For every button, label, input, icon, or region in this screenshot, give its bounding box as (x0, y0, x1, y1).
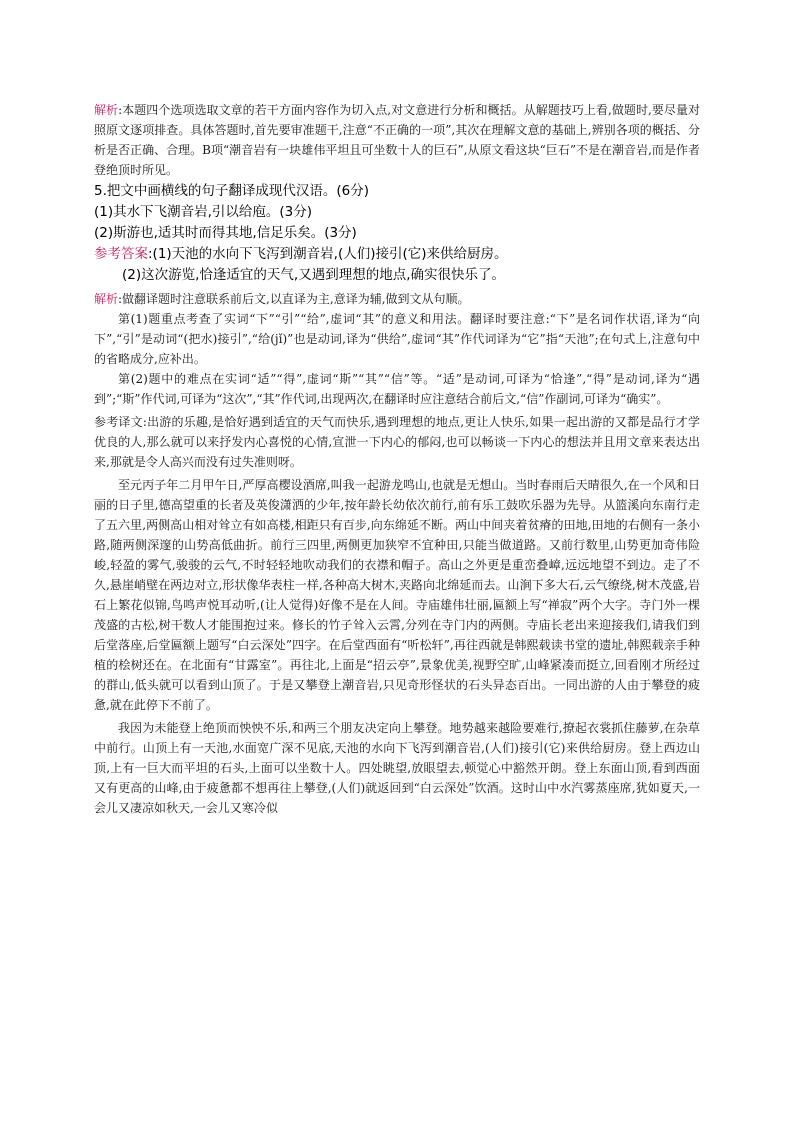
translation-paragraph-1: 至元丙子年二月甲午日,严厚高樱设酒席,叫我一起游龙鸣山,也就是无想山。当时春雨后天晴很久,在一个风和日丽的日子里,德高望重的长者及英俊潇洒的少年,按年龄长幼依次前行,前有乐工鼓吹乐器为先导。从篮溪向东南行走了五六里,两侧高山相对耸立有如高楼,相距只有百步,向东绵延不断。两山中间夹着贫瘠的田地,田地的右侧有一条小路,随两侧深邃的山势高低曲折。前行三四里,两侧更加狭窄不宜种田,只能当做道路。又前行数里,山势更加奇伟险峻,轻盈的雾气,骏骏的云气,不时轻轻地吹动我们的衣襟和帽子。高山之外更是重峦叠嶂,远远地望不到边。走了不久,悬崖峭壁在两边对立,形状像华表柱一样,各种高大树木,夹路向北绵延而去。山涧下多大石,云气缭绕,树木茂盛,岩石上繁花似锦,鸟鸣声悦耳动听,(让人觉得)好像不是在人间。寺庙雄伟壮丽,匾额上写“禅寂”两个大字。寺门外一棵茂盛的古松,树干数人才能围抱过来。修长的竹子耸入云霄,分列在寺门内的两侧。寺庙长老出来迎接我们,请我们到后堂落座,后堂匾额上题写“白云深处”四字。在后堂西面有“听松轩”,再往西就是韩熙载读书堂的遗址,韩熙载亲手种植的桧树还在。在北面有“甘露室”。再往北,上面是“招云亭”,景象优美,视野空旷,山峰紧凑而挺立,回看刚才所经过的群山,低头就可以看到山顶了。于是又攀登上潮音岩,只见奇形怪状的石头异态百出。一同出游的人由于攀登的疲惫,就在此停下不前了。 (94, 478, 700, 712)
explanation-paragraph-1 (94, 100, 700, 180)
explanation-paragraph-2 (94, 289, 700, 309)
explanation-intro: :做翻译题时注意联系前后文,以直译为主,意译为辅,做到文从句顺。 (118, 292, 470, 306)
question-5-item-2: (2)斯游也,适其时而得其地,信足乐矣。(3分) (94, 225, 357, 241)
translation-paragraph-2: 我因为未能登上绝顶而怏怏不乐,和两三个朋友决定向上攀登。地势越来越险要难行,撩起衣裳抓住藤萝,在杂草中前行。山顶上有一天池,水面宽广深不见底,天池的水向下飞泻到潮音岩,(人们)接引(它)来供给厨房。登上西边山顶,上有一巨大而平坦的石头,上面可以坐数十人。四处眺望,放眼望去,顿觉心中豁然开朗。登上东面山顶,看到西面又有更高的山峰,由于疲惫都不想再往上攀登,(人们)就返回到“白云深处”饮酒。这时山中水汽雾蒸座席,犹如夏天,一会儿又凄凉如秋天,一会儿又寒冷似 (94, 721, 700, 815)
answer-line-2: (2)这次游览,恰逢适宜的天气,又遇到理想的地点,确实很快乐了。 (122, 267, 505, 283)
colon: : (118, 103, 123, 117)
answer-line-1 (94, 244, 700, 265)
explanation-point-2: 第(2)题中的难点在实词“适”“得”,虚词“斯”“其”“信”等。“适”是动词,可译为“恰逢”,“得”是动词,译为“遇到”;“斯”作代词,可译为“这次”,“其”作代词,出现两次,在翻译时应注意结合前后文,“信”作副词,可译为“确实”。 (94, 372, 700, 406)
question-5-item-1: (1)其水下飞潮音岩,引以给庖。(3分) (94, 204, 313, 220)
question-5-title: 5.把文中画横线的句子翻译成现代汉语。(6分) (94, 183, 370, 199)
explanation-label-2: 解析 (94, 292, 119, 306)
translation-text-0: :出游的乐趣,是恰好遇到适宜的天气而快乐,遇到理想的地点,更让人快乐,如果一起出游的又都是品行才学优良的人,那么就可以来抒发内心喜悦的心情,宣泄一下内心的郁闷,也可以畅谈一下内心的想法并且用文章来表达出来,那就是令人高兴而没有过失准则呀。 (94, 415, 700, 469)
document-page (94, 100, 700, 818)
translation-intro-paragraph (94, 412, 700, 472)
explanation-label: 解析 (94, 103, 119, 117)
answer-text-1: :(1)天池的水向下飞泻到潮音岩,(人们)接引(它)来供给厨房。 (148, 246, 508, 262)
translation-label: 参考译文 (94, 415, 143, 429)
explanation-text: 本题四个选项选取文章的若干方面内容作为切入点,对文意进行分析和概括。从解题技巧上看,做题时,要尽量对照原文逐项排查。具体答题时,首先要审准题干,注意“不正确的一项”,其次在理解文意的基础上,辨别各项的概括、分析是否正确、合理。B项“潮音岩有一块雄伟平坦且可坐数十人的巨石”,从原文看这块“巨石”不是在潮音岩,而是作者登绝顶时所见。 (94, 103, 700, 177)
answer-label: 参考答案 (94, 246, 148, 262)
explanation-point-1: 第(1)题重点考查了实词“下”“引”“给”,虚词“其”的意义和用法。翻译时要注意:“下”是名词作状语,译为“向下”,“引”是动词“(把水)接引”,“给(jǐ)”也是动词,译为“供给”,虚词“其”作代词译为“它”指“天池”;在句式上,注意句中的省略成分,应补出。 (94, 312, 700, 366)
